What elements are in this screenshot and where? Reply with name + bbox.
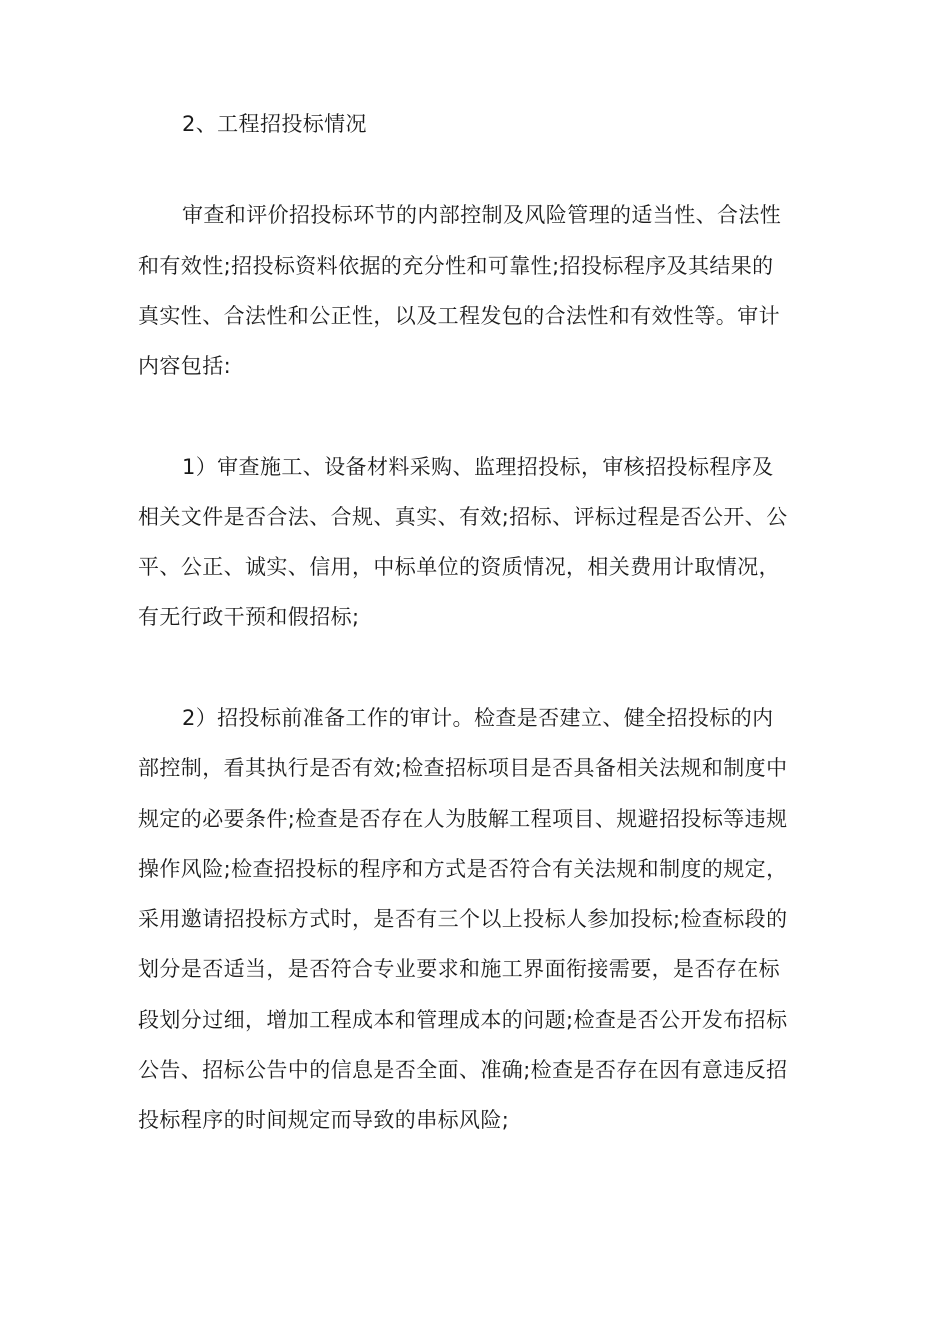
- paragraph-line: 相关文件是否合法、合规、真实、有效;招标、评标过程是否公开、公: [138, 505, 788, 529]
- paragraph-line: 采用邀请招投标方式时，是否有三个以上投标人参加投标;检查标段的: [138, 907, 788, 931]
- paragraph-line: 平、公正、诚实、信用，中标单位的资质情况，相关费用计取情况，: [138, 555, 780, 579]
- paragraph-line: 内容包括:: [138, 354, 232, 378]
- paragraph-line: 公告、招标公告中的信息是否全面、准确;检查是否存在因有意违反招: [138, 1058, 788, 1082]
- paragraph-line: 划分是否适当，是否符合专业要求和施工界面衔接需要，是否存在标: [138, 957, 780, 981]
- paragraph-line: 部控制，看其执行是否有效;检查招标项目是否具备相关法规和制度中: [138, 756, 788, 780]
- paragraph-line: 和有效性;招投标资料依据的充分性和可靠性;招投标程序及其结果的: [138, 254, 774, 278]
- paragraph-line: 审查和评价招投标环节的内部控制及风险管理的适当性、合法性: [182, 203, 782, 227]
- paragraph-line: 操作风险;检查招投标的程序和方式是否符合有关法规和制度的规定，: [138, 857, 788, 881]
- paragraph-line: 段划分过细，增加工程成本和管理成本的问题;检查是否公开发布招标: [138, 1008, 788, 1032]
- paragraph-line: 投标程序的时间规定而导致的串标风险;: [138, 1108, 510, 1132]
- paragraph-line: 真实性、合法性和公正性，以及工程发包的合法性和有效性等。审计: [138, 304, 780, 328]
- paragraph-line: 规定的必要条件;检查是否存在人为肢解工程项目、规避招投标等违规: [138, 807, 788, 831]
- section-heading: 2、工程招投标情况: [182, 112, 367, 136]
- paragraph-line: 有无行政干预和假招标;: [138, 605, 360, 629]
- paragraph-line: 1）审查施工、设备材料采购、监理招投标，审核招投标程序及: [182, 455, 774, 479]
- paragraph-line: 2）招投标前准备工作的审计。检查是否建立、健全招投标的内: [182, 706, 774, 730]
